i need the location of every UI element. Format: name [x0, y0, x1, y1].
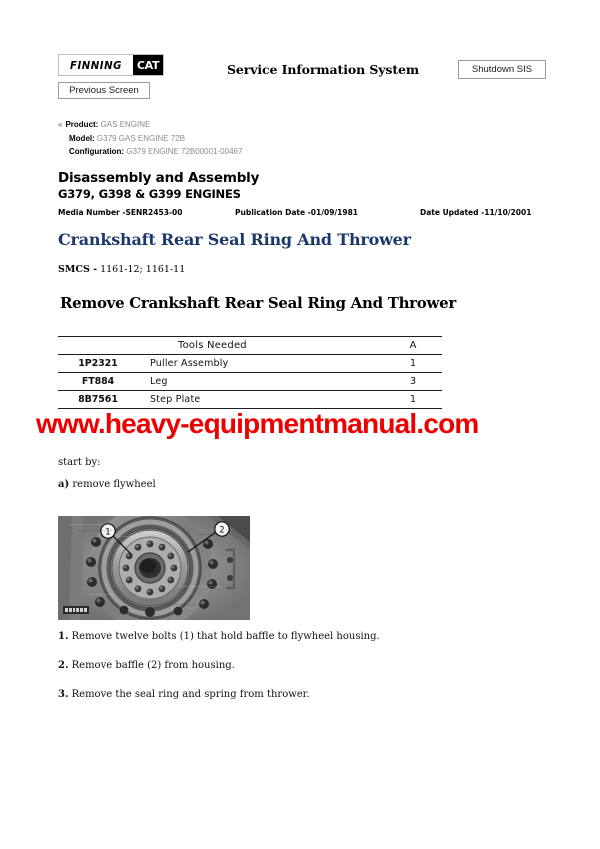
tools-table-head — [58, 337, 442, 355]
cell-part-number: 1P2321 — [58, 355, 138, 373]
step-text: Remove baffle (2) from housing. — [68, 660, 235, 671]
configuration-value[interactable]: G379 ENGINE 72B00001-00467 — [126, 147, 243, 156]
section-heading: Crankshaft Rear Seal Ring And Thrower — [58, 230, 411, 249]
tools-needed-table — [58, 336, 442, 409]
table-row — [58, 355, 442, 373]
start-item-marker: a) — [58, 479, 70, 490]
finning-cat-logo — [58, 54, 164, 76]
smcs-label: SMCS - — [58, 264, 98, 275]
tools-table-body — [58, 355, 442, 409]
cell-quantity: 1 — [384, 391, 442, 409]
step-number: 2. — [58, 660, 69, 671]
breadcrumb-configuration-row — [58, 145, 478, 159]
col-tools-needed: Tools Needed — [138, 337, 384, 355]
step-number: 1. — [58, 631, 69, 642]
app-title: Service Information System — [226, 62, 420, 77]
document-title: Disassembly and Assembly — [58, 170, 260, 186]
table-header-row — [58, 337, 442, 355]
step-text: Remove twelve bolts (1) that hold baffle to flywheel housing. — [68, 631, 380, 642]
product-label: Product: — [65, 120, 99, 129]
breadcrumb-model-row — [58, 132, 478, 146]
breadcrumb — [58, 118, 478, 159]
figure-callout-1: 1 — [105, 527, 111, 538]
back-chevron-icon[interactable]: « — [58, 120, 63, 129]
configuration-label: Configuration: — [69, 147, 125, 156]
page-header — [58, 52, 545, 108]
figure-flywheel-housing-photo — [58, 516, 250, 620]
site-watermark: www.heavy-equipmentmanual.com — [36, 408, 479, 439]
finning-wordmark: FINNING — [69, 58, 123, 72]
shutdown-sis-button[interactable]: Shutdown SIS — [458, 60, 546, 79]
start-by-label: start by: — [58, 457, 101, 468]
smcs-value: 1161-12; 1161-11 — [100, 264, 186, 275]
list-item — [58, 659, 488, 673]
cell-quantity: 1 — [384, 355, 442, 373]
cell-part-number: 8B7561 — [58, 391, 138, 409]
step-number: 3. — [58, 689, 69, 700]
start-item-text: remove flywheel — [69, 479, 156, 490]
list-item — [58, 630, 488, 644]
table-row — [58, 373, 442, 391]
list-item — [58, 688, 488, 702]
breadcrumb-product-row — [58, 118, 478, 132]
cell-tool-name: Puller Assembly — [138, 355, 384, 373]
media-number: Media Number -SENR2453-00 — [58, 208, 183, 217]
step-text: Remove the seal ring and spring from thrower. — [68, 689, 310, 700]
cell-tool-name: Step Plate — [138, 391, 384, 409]
document-subtitle: G379, G398 & G399 ENGINES — [58, 187, 241, 201]
col-quantity-a: A — [384, 337, 442, 355]
cell-tool-name: Leg — [138, 373, 384, 391]
date-updated: Date Updated -11/10/2001 — [420, 208, 532, 217]
product-value[interactable]: GAS ENGINE — [100, 120, 151, 129]
col-part-number — [58, 337, 138, 355]
smcs-line — [58, 264, 185, 275]
table-row — [58, 391, 442, 409]
document-header — [58, 170, 545, 220]
procedure-title: Remove Crankshaft Rear Seal Ring And Thrower — [60, 294, 456, 312]
procedure-steps — [58, 630, 488, 717]
start-by-item — [58, 478, 156, 492]
figure-callout-2: 2 — [219, 525, 225, 536]
document-metadata — [58, 208, 545, 220]
cell-part-number: FT884 — [58, 373, 138, 391]
cell-quantity: 3 — [384, 373, 442, 391]
model-label: Model: — [69, 133, 95, 143]
publication-date: Publication Date -01/09/1981 — [235, 208, 359, 217]
previous-screen-button[interactable]: Previous Screen — [58, 82, 150, 99]
cat-logo-badge: CAT — [133, 55, 163, 75]
model-value[interactable]: G379 GAS ENGINE 72B — [97, 133, 186, 143]
